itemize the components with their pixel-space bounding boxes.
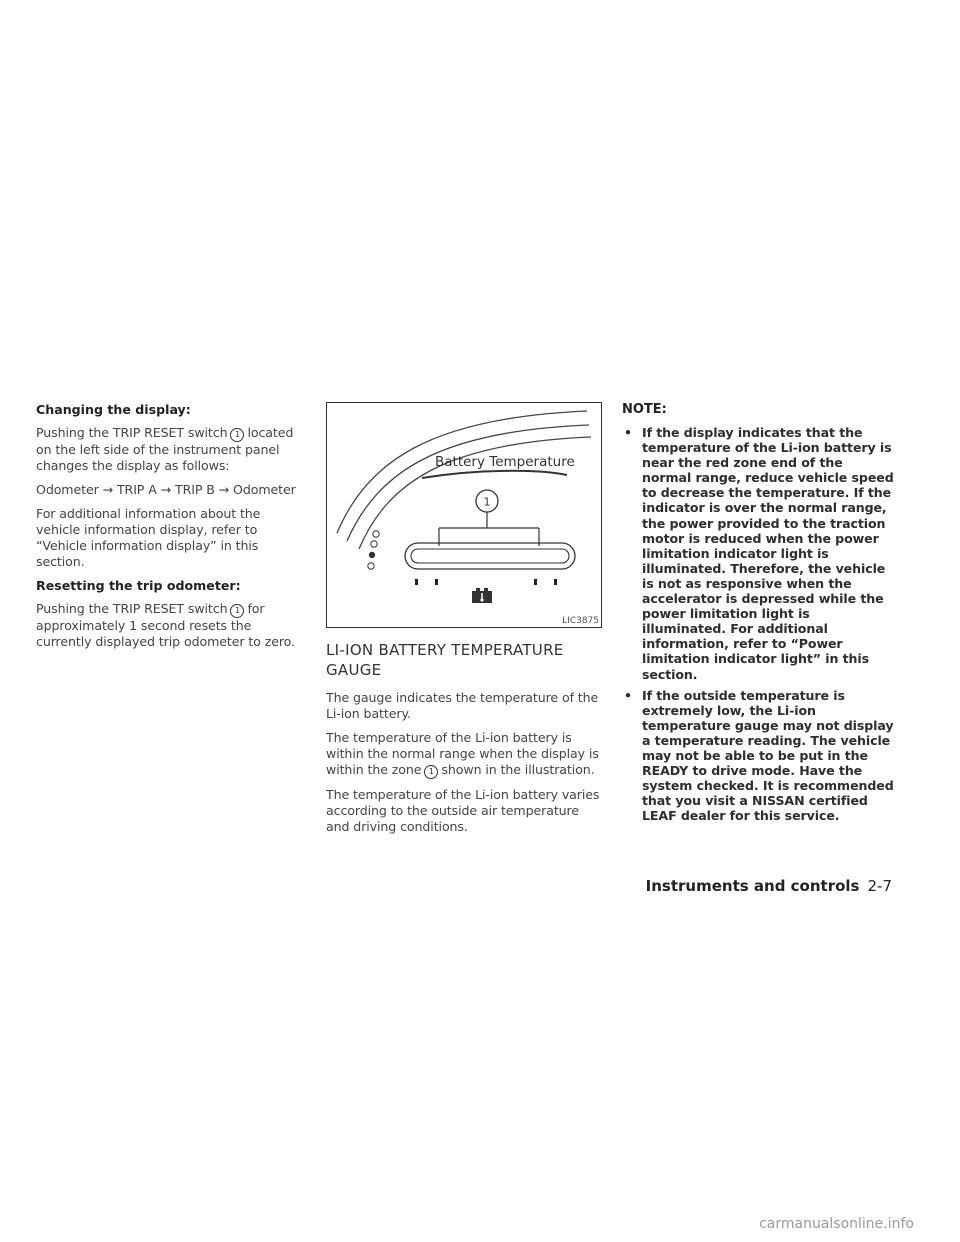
callout-marker-1: 1 <box>230 428 244 442</box>
note-item <box>622 688 894 824</box>
note-text: If the outside temperature is extremely low, the Li-ion temperature gauge may not display a temperature reading. The vehicle may not be able to be put in the READY to drive mode. Have the system checked. It is recommended that you visit a NISSAN certified LEAF dealer for this service. <box>642 687 894 824</box>
gauge-bar-outer <box>405 543 575 569</box>
indicator-dot <box>371 541 377 547</box>
indicator-dot <box>368 563 374 569</box>
note-list <box>622 425 894 823</box>
note-title: NOTE: <box>622 402 667 417</box>
paragraph-text: Pushing the TRIP RESET switch <box>36 425 228 440</box>
subheading-changing-display: Changing the display: <box>36 402 191 417</box>
tick-mark <box>554 579 557 585</box>
battery-temperature-icon <box>472 588 492 603</box>
gauge-illustration-svg <box>327 403 601 627</box>
tick-mark <box>534 579 537 585</box>
paragraph-text: Pushing the TRIP RESET switch <box>36 601 228 616</box>
indicator-dot <box>373 531 379 537</box>
paragraph-vehicle-info: For additional information about the vehicle information display, refer to “Vehicle information display” in this section. <box>36 506 261 569</box>
left-column <box>36 402 308 658</box>
paragraph-temperature-varies: The temperature of the Li-ion battery varies according to the outside air temperature and driving conditions. <box>326 787 600 834</box>
paragraph-gauge-indicates: The gauge indicates the temperature of the Li-ion battery. <box>326 690 599 721</box>
note-item <box>622 425 894 682</box>
footer-page-number: 2-7 <box>867 877 892 895</box>
paragraph-reset-odometer <box>36 601 308 650</box>
section-heading: LI-ION BATTERY TEMPERATURE GAUGE <box>326 641 564 679</box>
right-column <box>622 402 894 829</box>
paragraph-text: The temperature of the Li-ion battery is within the normal range when the display is within the zone <box>326 730 599 777</box>
paragraph-trip-reset <box>36 425 308 474</box>
page-footer <box>646 877 892 895</box>
title-arc <box>422 471 567 478</box>
callout-marker-1: 1 <box>424 765 438 779</box>
battery-temperature-illustration <box>326 402 602 628</box>
gauge-bar-inner <box>411 549 569 563</box>
middle-column <box>326 402 604 843</box>
indicator-dot-filled <box>369 552 375 558</box>
bullet-glyph: • <box>624 687 632 703</box>
paragraph-normal-range <box>326 730 604 779</box>
watermark-text: carmanualsonline.info <box>759 1216 914 1232</box>
paragraph-text: located on the left side of the instrument panel changes the display as follows: <box>36 425 294 473</box>
figure-callout-number: 1 <box>483 495 491 509</box>
paragraph-text: shown in the illustration. <box>441 762 595 777</box>
footer-section-title: Instruments and controls <box>645 877 860 895</box>
subheading-resetting-trip: Resetting the trip odometer: <box>36 578 241 593</box>
figure-id: LIC3875 <box>562 616 599 626</box>
bullet-glyph: • <box>624 425 632 440</box>
figure-title: Battery Temperature <box>435 454 575 470</box>
meter-edge-line <box>347 425 589 541</box>
paragraph-text: for approximately 1 second resets the currently displayed trip odometer to zero. <box>36 601 295 649</box>
callout-marker-1: 1 <box>230 604 244 618</box>
note-text: If the display indicates that the temperature of the Li-ion battery is near the red zone end of the normal range, reduce vehicle speed to decrease the temperature. If the indicator is over the normal range, the power provided to the traction motor is reduced when the power limitation indicator light is illuminated. Therefore, the vehicle is not as responsive when the accelerator is depressed while the power limitation light is illuminated. For additional information, refer to “Power limitation indicator light” in this section. <box>642 425 894 682</box>
tick-mark <box>415 579 418 585</box>
display-sequence: Odometer → TRIP A → TRIP B → Odometer <box>36 482 296 497</box>
tick-mark <box>435 579 438 585</box>
